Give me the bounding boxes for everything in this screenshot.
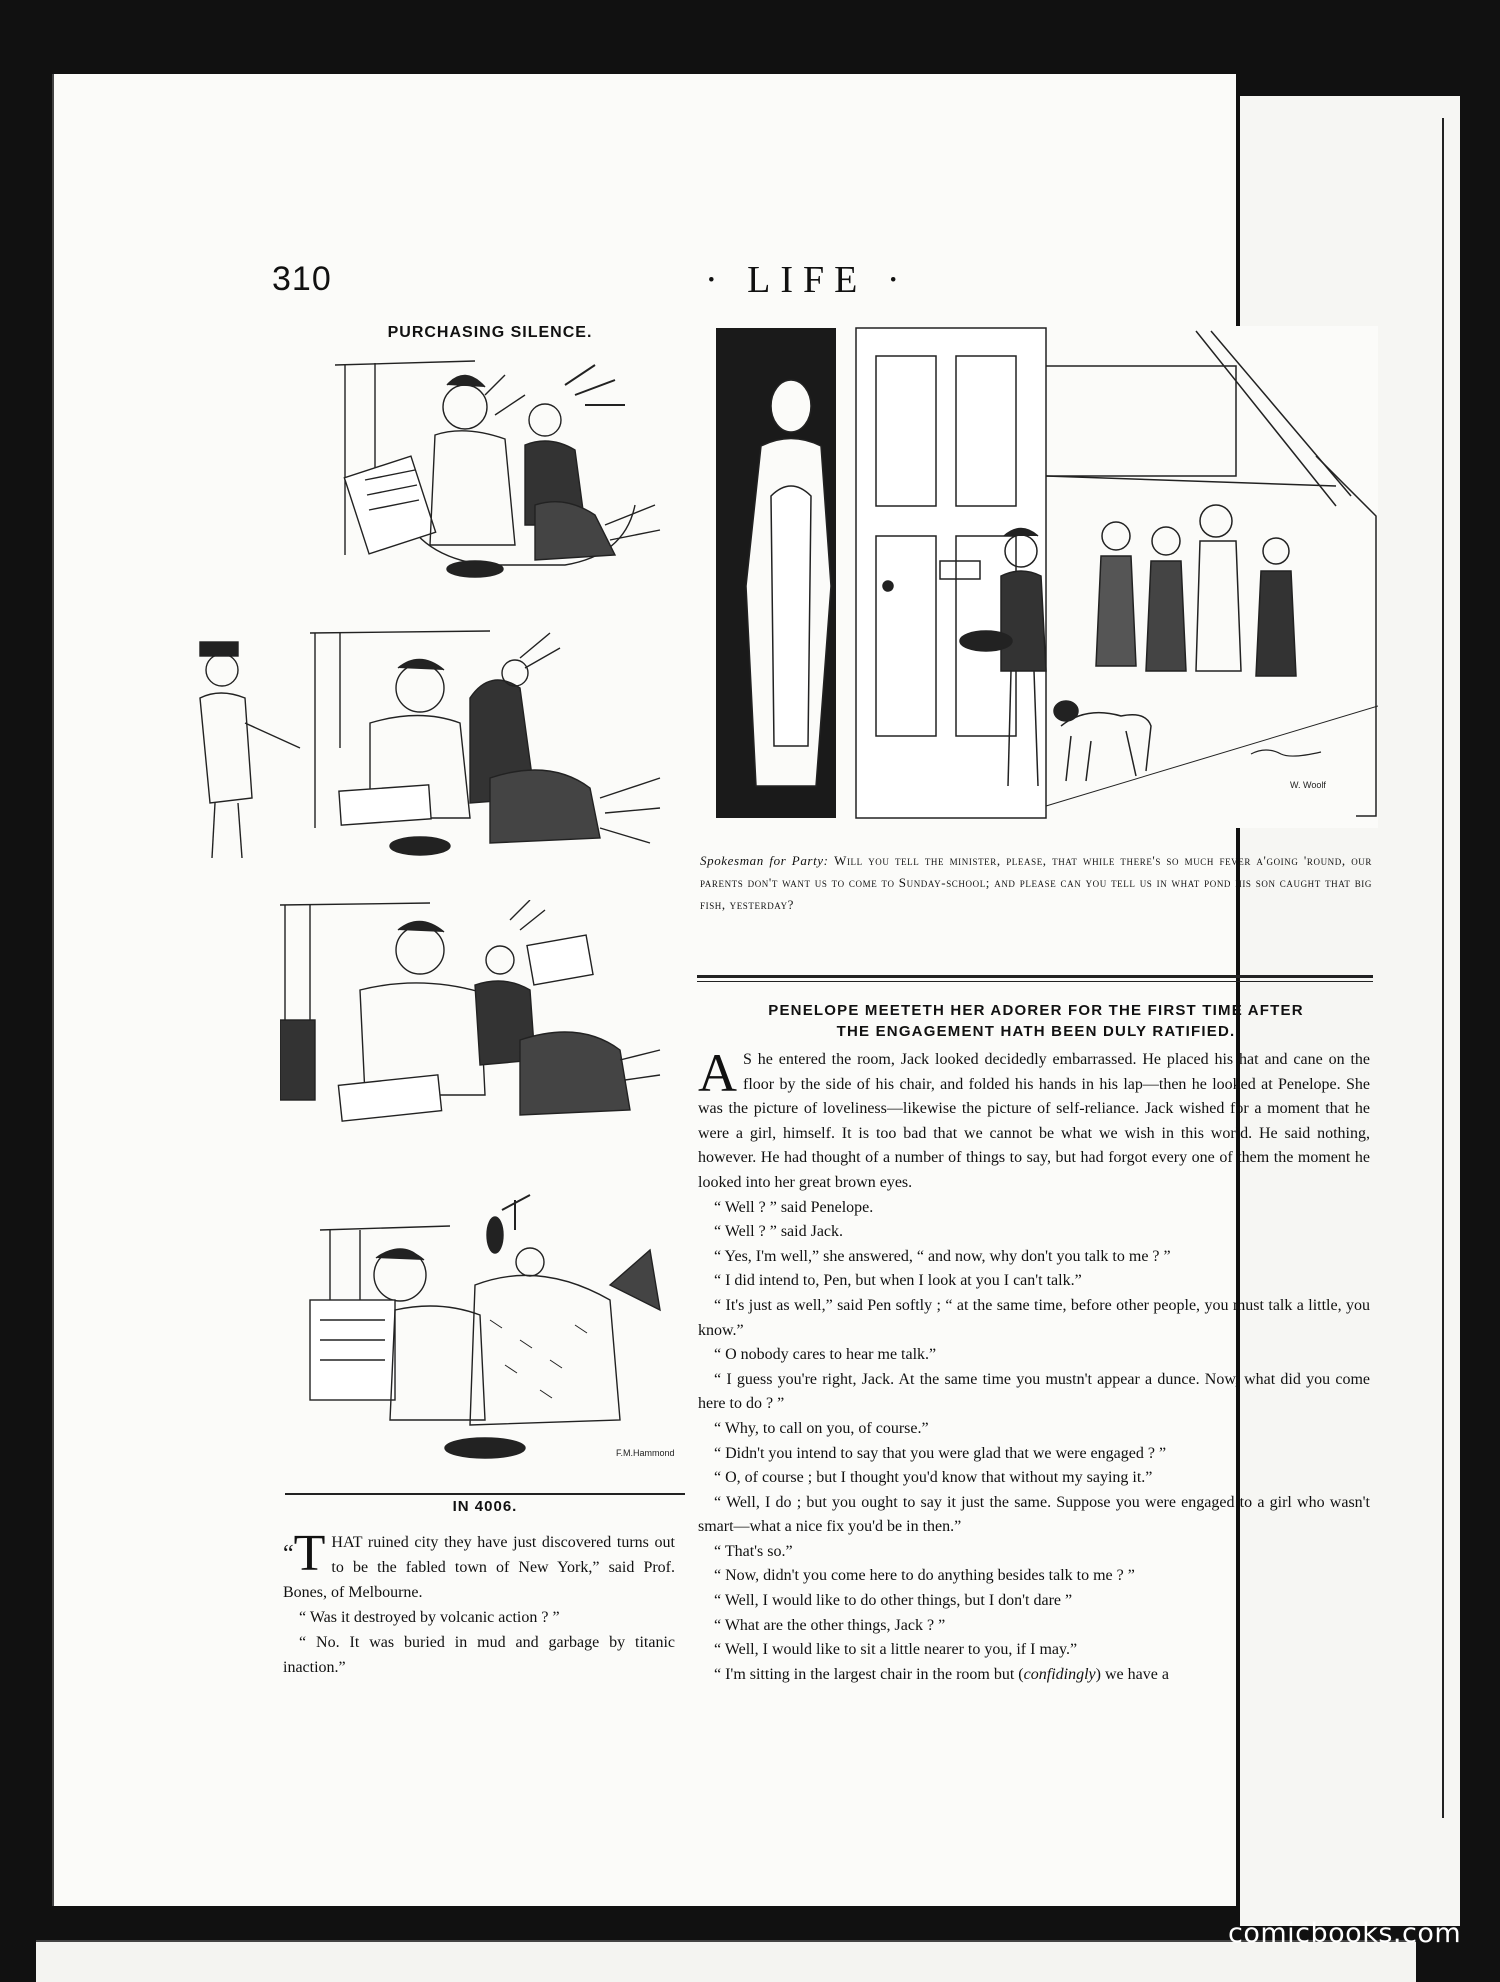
door-illustration — [716, 326, 1378, 833]
cartoon-panel-3 — [280, 900, 665, 1140]
open-quote: “ — [283, 1541, 294, 1567]
paragraph-last — [698, 1663, 1370, 1688]
article-body-in4006 — [283, 1525, 675, 1680]
cartoon-panel-1 — [335, 355, 665, 585]
masthead: · LIFE · — [705, 259, 910, 301]
paragraph: HAT ruined city they have just discovered turns out to be the fabled town of New York,” said Prof. Bones, of Melbourne. — [283, 1534, 675, 1601]
paragraph: “ Now, didn't you come here to do anything besides talk to me ? ” — [714, 1567, 1135, 1585]
paragraph: “ Was it destroyed by volcanic action ? ” — [299, 1609, 560, 1626]
page-number: 310 — [272, 260, 332, 298]
paragraph: “ Why, to call on you, of course.” — [714, 1419, 929, 1437]
last-line-end: ) we have a — [1095, 1665, 1169, 1683]
illustration-caption — [700, 850, 1372, 916]
paragraph: “ O nobody cares to hear me talk.” — [714, 1346, 937, 1364]
paragraph: “ That's so.” — [714, 1542, 793, 1560]
divider-rule-thin — [697, 981, 1373, 982]
illustration-signature: W. Woolf — [1290, 780, 1326, 790]
facing-page-rule — [1442, 118, 1444, 1818]
paragraph: “ It's just as well,” said Pen softly ; “ at the same time, before other people, you must talk a little, you know.” — [698, 1296, 1370, 1339]
last-line-italic: confidingly — [1023, 1665, 1096, 1683]
paragraph: “ Well, I do ; but you ought to say it just the same. Suppose you were engaged to a girl who wasn't smart—what a nice fix you'd be in then.” — [698, 1493, 1370, 1536]
caption-text: Will you tell the minister, please, that while there's so much fever a'going 'round, our parents don't want us to come to Sunday-school; and please can you tell us in what pond his son caught that big fish, yesterday? — [700, 853, 1372, 912]
paragraph: “ I guess you're right, Jack. At the same time you mustn't appear a dunce. Now, what did you come here to do ? ” — [698, 1370, 1370, 1413]
paragraph: “ Well, I would like to sit a little nearer to you, if I may.” — [714, 1641, 1078, 1659]
cartoon-panel-2 — [190, 628, 665, 868]
paragraph: “ Well, I would like to do other things, but I don't dare ” — [714, 1592, 1073, 1610]
last-line-start: “ I'm sitting in the largest chair in the room but ( — [714, 1665, 1024, 1683]
paragraph: “ Well ? ” said Jack. — [714, 1223, 844, 1241]
paragraph: “ What are the other things, Jack ? ” — [714, 1616, 946, 1634]
divider-rule — [697, 975, 1373, 978]
cartoon-title: PURCHASING SILENCE. — [387, 324, 593, 341]
caption-speaker: Spokesman for Party: — [700, 853, 829, 868]
divider-rule-left — [285, 1493, 685, 1495]
next-page-edge — [36, 1940, 1416, 1982]
dropcap-letter: T — [293, 1525, 326, 1582]
paragraph: “ Well ? ” said Penelope. — [714, 1198, 874, 1216]
paragraph: “ Yes, I'm well,” she answered, “ and now, why don't you talk to me ? ” — [714, 1247, 1171, 1265]
story-body — [698, 1043, 1370, 1687]
paragraph: “ No. It was buried in mud and garbage by titanic inaction.” — [283, 1634, 675, 1676]
dropcap — [283, 1525, 326, 1582]
paragraph: S he entered the room, Jack looked decidedly embarrassed. He placed his hat and cane on the floor by the side of his chair, and folded his hands in his lap—then he looked at Penelope. She was the picture of loveliness—likewise the picture of self-reliance. Jack wished for a moment that he were a girl, himself. It is too bad that we cannot be what we wish in this world. He said nothing, however. He had thought of a number of things to say, but had forgot every one of them the moment he looked into her great brown eyes. — [698, 1051, 1370, 1191]
paragraph: “ Didn't you intend to say that you were glad that we were engaged ? ” — [714, 1444, 1167, 1462]
paragraph: “ I did intend to, Pen, but when I look at you I can't talk.” — [714, 1272, 1082, 1290]
story-title — [698, 1000, 1374, 1042]
story-title-line-2: THE ENGAGEMENT HATH BEEN DULY RATIFIED. — [836, 1023, 1236, 1040]
watermark: comicbooks.com — [1228, 1918, 1462, 1949]
dropcap-letter: A — [698, 1043, 737, 1103]
cartoon-panel-4 — [290, 1190, 670, 1465]
article-title-in4006: IN 4006. — [452, 1498, 518, 1515]
story-title-line-1: PENELOPE MEETETH HER ADORER FOR THE FIRST TIME AFTER — [768, 1002, 1304, 1019]
cartoon-signature: F.M.Hammond — [616, 1448, 675, 1458]
paragraph: “ O, of course ; but I thought you'd know that without my saying it.” — [714, 1469, 1153, 1487]
